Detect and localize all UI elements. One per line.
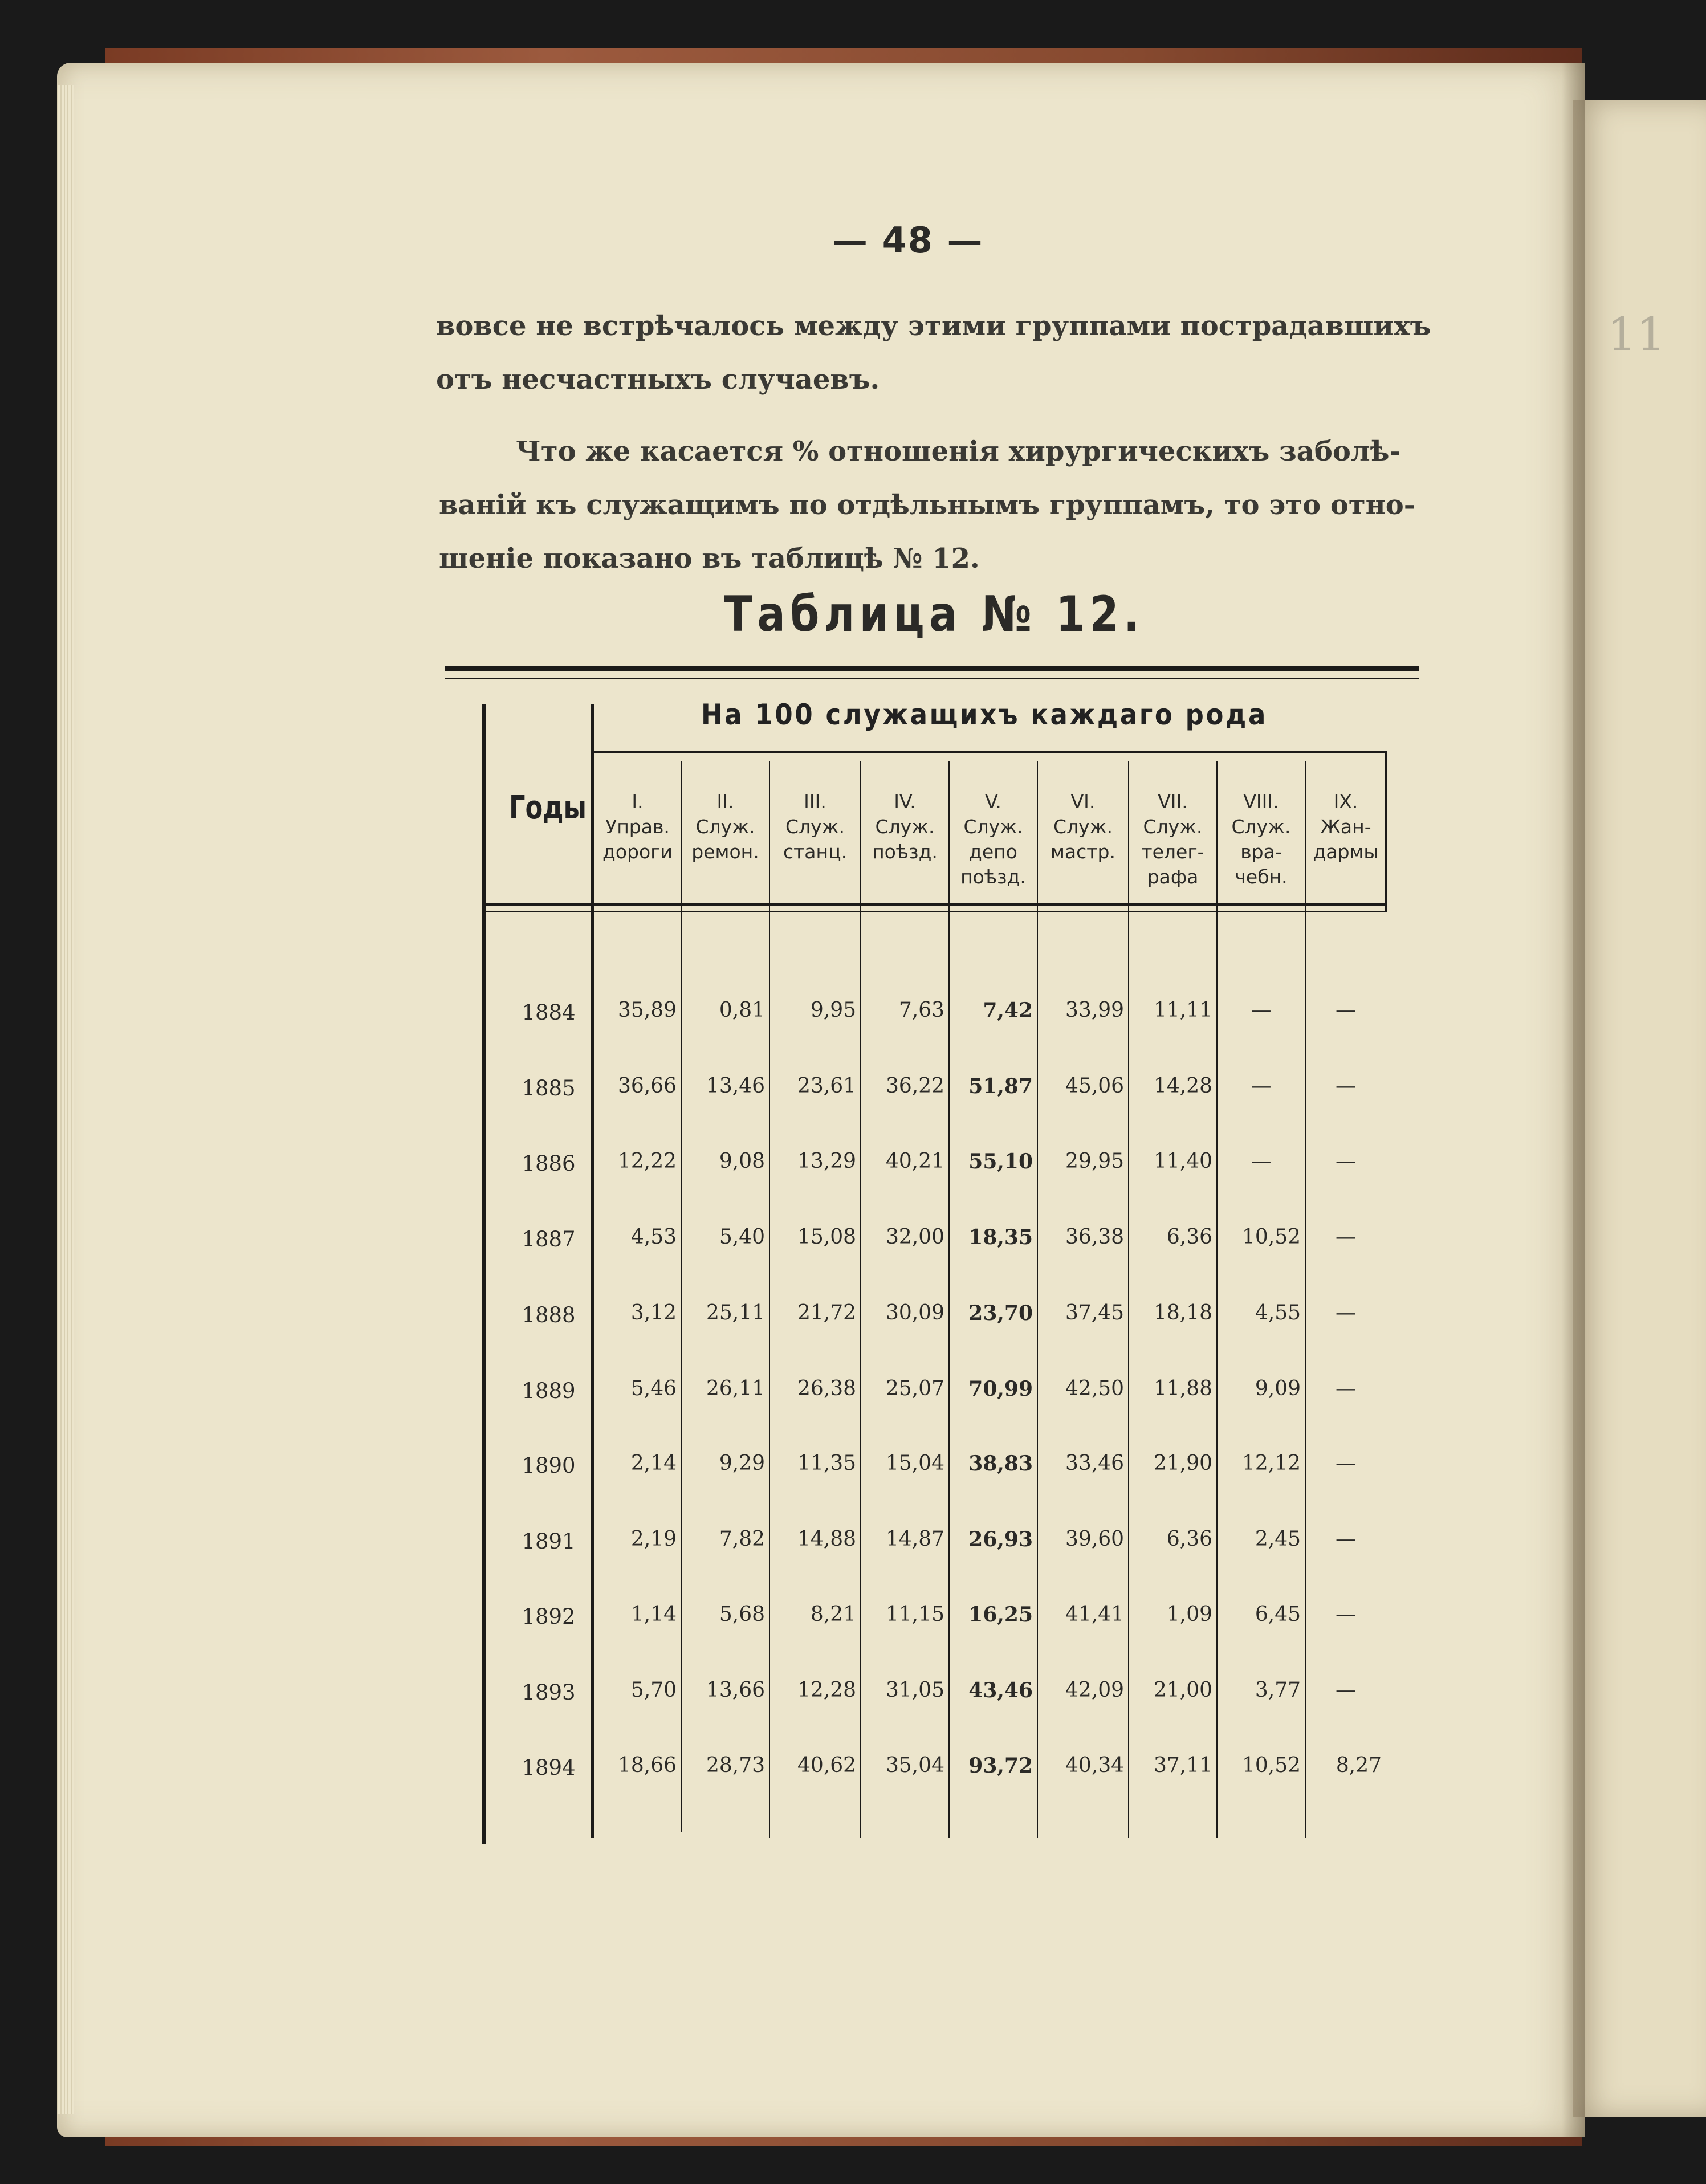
table-cell: 37,11 bbox=[1153, 1754, 1212, 1777]
table-cell: 11,40 bbox=[1153, 1150, 1212, 1173]
year-cell: 1888 bbox=[522, 1303, 576, 1327]
table-cell: 36,22 bbox=[885, 1074, 944, 1098]
page-number: — 48 — bbox=[832, 219, 984, 261]
table-right-rule bbox=[1385, 751, 1387, 912]
table-cell: 26,38 bbox=[797, 1377, 856, 1400]
year-cell: 1891 bbox=[522, 1529, 576, 1554]
year-cell: 1894 bbox=[522, 1755, 576, 1780]
column-header-line: Жан- bbox=[1320, 816, 1371, 838]
table-main-header: На 100 служащихъ каждаго рода bbox=[701, 698, 1268, 731]
column-header bbox=[1217, 789, 1305, 890]
table-cell: 4,53 bbox=[630, 1225, 677, 1249]
column-header-line: ремон. bbox=[691, 841, 759, 863]
table-cell: — bbox=[1336, 999, 1356, 1022]
year-cell: 1893 bbox=[522, 1680, 576, 1705]
table-cell: — bbox=[1336, 1150, 1356, 1173]
table-cell: 30,09 bbox=[885, 1301, 944, 1325]
column-header-line: поѣзд. bbox=[960, 866, 1026, 888]
table-cell: 9,08 bbox=[719, 1150, 765, 1173]
table-cell: 7,42 bbox=[983, 999, 1033, 1022]
column-rule bbox=[1037, 761, 1038, 1838]
column-header-line: чебн. bbox=[1235, 866, 1288, 888]
header-bottom-rule-thin bbox=[486, 911, 1386, 912]
table-cell: 7,63 bbox=[898, 999, 944, 1022]
years-column-rule bbox=[591, 704, 594, 1838]
table-cell: 26,93 bbox=[968, 1527, 1033, 1551]
table-cell: 9,95 bbox=[810, 999, 856, 1022]
table-cell: — bbox=[1251, 1074, 1272, 1098]
table-cell: 12,12 bbox=[1241, 1452, 1301, 1475]
table-cell: — bbox=[1336, 1527, 1356, 1551]
paragraph-line: ваній къ служащимъ по отдѣльнымъ группамъ, то это отно- bbox=[439, 489, 1415, 521]
year-cell: 1892 bbox=[522, 1604, 576, 1629]
column-header-line: вра- bbox=[1240, 841, 1282, 863]
paragraph-line: Что же касается % отношенія хирургическихъ заболѣ- bbox=[516, 435, 1401, 467]
table-cell: 11,15 bbox=[885, 1603, 944, 1626]
column-header-line: поѣзд. bbox=[872, 841, 938, 863]
year-cell: 1884 bbox=[522, 1000, 576, 1025]
table-cell: 9,09 bbox=[1255, 1377, 1301, 1400]
table-cell: 5,70 bbox=[630, 1678, 677, 1702]
table-cell: 51,87 bbox=[968, 1074, 1033, 1098]
table-cell: 70,99 bbox=[968, 1377, 1033, 1401]
column-header-line: VIII. bbox=[1243, 791, 1279, 813]
year-cell: 1889 bbox=[522, 1379, 576, 1403]
column-header bbox=[1037, 789, 1129, 865]
table-cell: 33,46 bbox=[1065, 1452, 1124, 1475]
table-cell: 29,95 bbox=[1065, 1150, 1124, 1173]
table-cell: 36,66 bbox=[617, 1074, 677, 1098]
year-cell: 1886 bbox=[522, 1151, 576, 1176]
table-cell: 93,72 bbox=[968, 1754, 1033, 1778]
table-cell: 39,60 bbox=[1065, 1527, 1124, 1551]
table-cell: 28,73 bbox=[706, 1754, 765, 1777]
table-cell: 43,46 bbox=[968, 1678, 1033, 1702]
paragraph-line: шеніе показано въ таблицѣ № 12. bbox=[439, 543, 980, 574]
column-header-line: мастр. bbox=[1051, 841, 1115, 863]
column-header-line: Управ. bbox=[605, 816, 670, 838]
table-cell: 7,82 bbox=[719, 1527, 765, 1551]
table-cell: 32,00 bbox=[885, 1225, 944, 1249]
column-header-line: Служ. bbox=[1053, 816, 1113, 838]
column-header-line: Служ. bbox=[1231, 816, 1291, 838]
table-cell: 21,90 bbox=[1153, 1452, 1212, 1475]
column-header bbox=[949, 789, 1037, 890]
table-top-rule-thin bbox=[445, 678, 1419, 679]
table-cell: 23,61 bbox=[797, 1074, 856, 1098]
table-cell: 11,88 bbox=[1153, 1377, 1212, 1400]
table-cell: 12,22 bbox=[617, 1150, 677, 1173]
page-gutter bbox=[1562, 63, 1585, 2137]
column-header-line: VII. bbox=[1158, 791, 1188, 813]
table-cell: 35,04 bbox=[885, 1754, 944, 1777]
table-cell: — bbox=[1251, 1150, 1272, 1173]
column-header-line: Служ. bbox=[1143, 816, 1203, 838]
table-cell: 45,06 bbox=[1065, 1074, 1124, 1098]
table-cell: 36,38 bbox=[1065, 1225, 1124, 1249]
table-cell: 1,09 bbox=[1166, 1603, 1212, 1626]
table-cell: 6,45 bbox=[1255, 1603, 1301, 1626]
table-cell: 42,50 bbox=[1065, 1377, 1124, 1400]
table-cell: 6,36 bbox=[1166, 1225, 1212, 1249]
table-cell: 33,99 bbox=[1065, 999, 1124, 1022]
column-header-line: IV. bbox=[894, 791, 916, 813]
table-cell: — bbox=[1336, 1301, 1356, 1325]
facing-page bbox=[1573, 100, 1706, 2117]
column-rule bbox=[860, 761, 861, 1838]
column-header-line: телег- bbox=[1141, 841, 1204, 863]
table-cell: 38,83 bbox=[968, 1452, 1033, 1476]
table-cell: 10,52 bbox=[1241, 1754, 1301, 1777]
header-subrule bbox=[594, 751, 1386, 753]
table-cell: 18,66 bbox=[617, 1754, 677, 1777]
table-cell: 42,09 bbox=[1065, 1678, 1124, 1702]
column-header-line: рафа bbox=[1147, 866, 1199, 888]
column-header-line: II. bbox=[716, 791, 734, 813]
column-header bbox=[681, 789, 769, 865]
column-header-line: Служ. bbox=[875, 816, 935, 838]
table-cell: 5,46 bbox=[630, 1377, 677, 1400]
table-left-rule bbox=[482, 704, 486, 1844]
column-rule bbox=[681, 761, 682, 1832]
table-cell: 25,07 bbox=[885, 1377, 944, 1400]
table-cell: 8,27 bbox=[1336, 1754, 1382, 1777]
table-cell: — bbox=[1336, 1074, 1356, 1098]
year-cell: 1887 bbox=[522, 1227, 576, 1252]
table-cell: 14,87 bbox=[885, 1527, 944, 1551]
table-cell: 3,12 bbox=[630, 1301, 677, 1325]
table-cell: 14,28 bbox=[1153, 1074, 1212, 1098]
column-header bbox=[594, 789, 681, 865]
header-bottom-rule bbox=[486, 903, 1386, 906]
column-header-line: V. bbox=[985, 791, 1001, 813]
table-cell: 40,62 bbox=[797, 1754, 856, 1777]
table-cell: — bbox=[1336, 1377, 1356, 1400]
facing-page-bleed: 11 bbox=[1607, 308, 1666, 361]
table-cell: 37,45 bbox=[1065, 1301, 1124, 1325]
table-cell: 21,00 bbox=[1153, 1678, 1212, 1702]
column-header-line: Служ. bbox=[785, 816, 845, 838]
table-cell: 25,11 bbox=[706, 1301, 765, 1325]
table-cell: 55,10 bbox=[968, 1150, 1033, 1174]
table-cell: 5,68 bbox=[719, 1603, 765, 1626]
table-cell: — bbox=[1336, 1678, 1356, 1702]
table-cell: 13,46 bbox=[706, 1074, 765, 1098]
column-header-line: VI. bbox=[1070, 791, 1096, 813]
table-cell: 35,89 bbox=[617, 999, 677, 1022]
table-cell: 9,29 bbox=[719, 1452, 765, 1475]
table-cell: — bbox=[1336, 1603, 1356, 1626]
column-rule bbox=[948, 761, 950, 1838]
table-cell: 5,40 bbox=[719, 1225, 765, 1249]
table-cell: 31,05 bbox=[885, 1678, 944, 1702]
table-cell: 14,88 bbox=[797, 1527, 856, 1551]
table-cell: 4,55 bbox=[1255, 1301, 1301, 1325]
column-header bbox=[1305, 789, 1386, 865]
page-stack-edge bbox=[57, 85, 74, 2114]
paragraph-line: отъ несчастныхъ случаевъ. bbox=[436, 364, 880, 396]
table-cell: 2,14 bbox=[630, 1452, 677, 1475]
table-cell: — bbox=[1336, 1225, 1356, 1249]
year-cell: 1890 bbox=[522, 1453, 576, 1478]
table-cell: 11,35 bbox=[797, 1452, 856, 1475]
column-header bbox=[769, 789, 861, 865]
table-cell: 11,11 bbox=[1153, 999, 1212, 1022]
column-header-line: IX. bbox=[1333, 791, 1358, 813]
table-cell: 2,19 bbox=[630, 1527, 677, 1551]
table-cell: 12,28 bbox=[797, 1678, 856, 1702]
table-title: Таблица № 12. bbox=[724, 586, 1145, 643]
table-cell: 40,34 bbox=[1065, 1754, 1124, 1777]
table-cell: 21,72 bbox=[797, 1301, 856, 1325]
table-cell: 2,45 bbox=[1255, 1527, 1301, 1551]
table-cell: 8,21 bbox=[810, 1603, 856, 1626]
column-header-line: III. bbox=[804, 791, 826, 813]
column-header-line: дармы bbox=[1313, 841, 1379, 863]
table-cell: 0,81 bbox=[719, 999, 765, 1022]
column-header-line: Служ. bbox=[963, 816, 1023, 838]
table-cell: 26,11 bbox=[706, 1377, 765, 1400]
table-top-rule bbox=[445, 666, 1419, 671]
column-header-line: станц. bbox=[783, 841, 848, 863]
column-header-line: I. bbox=[632, 791, 644, 813]
year-cell: 1885 bbox=[522, 1076, 576, 1101]
table-cell: 15,08 bbox=[797, 1225, 856, 1249]
column-header bbox=[861, 789, 949, 865]
column-rule bbox=[1128, 761, 1129, 1838]
table-cell: 15,04 bbox=[885, 1452, 944, 1475]
column-rule bbox=[1216, 761, 1218, 1838]
table-cell: 13,66 bbox=[706, 1678, 765, 1702]
table-cell: 10,52 bbox=[1241, 1225, 1301, 1249]
table-cell: 18,18 bbox=[1153, 1301, 1212, 1325]
column-header-line: депо bbox=[969, 841, 1017, 863]
table-cell: 3,77 bbox=[1255, 1678, 1301, 1702]
years-header: Годы bbox=[509, 789, 587, 826]
column-header bbox=[1129, 789, 1217, 890]
table-cell: 18,35 bbox=[968, 1225, 1033, 1249]
table-cell: 23,70 bbox=[968, 1301, 1033, 1325]
table-cell: — bbox=[1336, 1452, 1356, 1475]
column-rule bbox=[1305, 761, 1306, 1838]
paragraph-line: вовсе не встрѣчалось между этими группами пострадавшихъ bbox=[436, 310, 1431, 342]
column-rule bbox=[769, 761, 770, 1838]
table-cell: — bbox=[1251, 999, 1272, 1022]
table-cell: 6,36 bbox=[1166, 1527, 1212, 1551]
table-cell: 16,25 bbox=[968, 1603, 1033, 1627]
table-cell: 1,14 bbox=[630, 1603, 677, 1626]
table-cell: 13,29 bbox=[797, 1150, 856, 1173]
table-cell: 41,41 bbox=[1065, 1603, 1124, 1626]
column-header-line: дороги bbox=[602, 841, 673, 863]
column-header-line: Служ. bbox=[695, 816, 755, 838]
table-cell: 40,21 bbox=[885, 1150, 944, 1173]
